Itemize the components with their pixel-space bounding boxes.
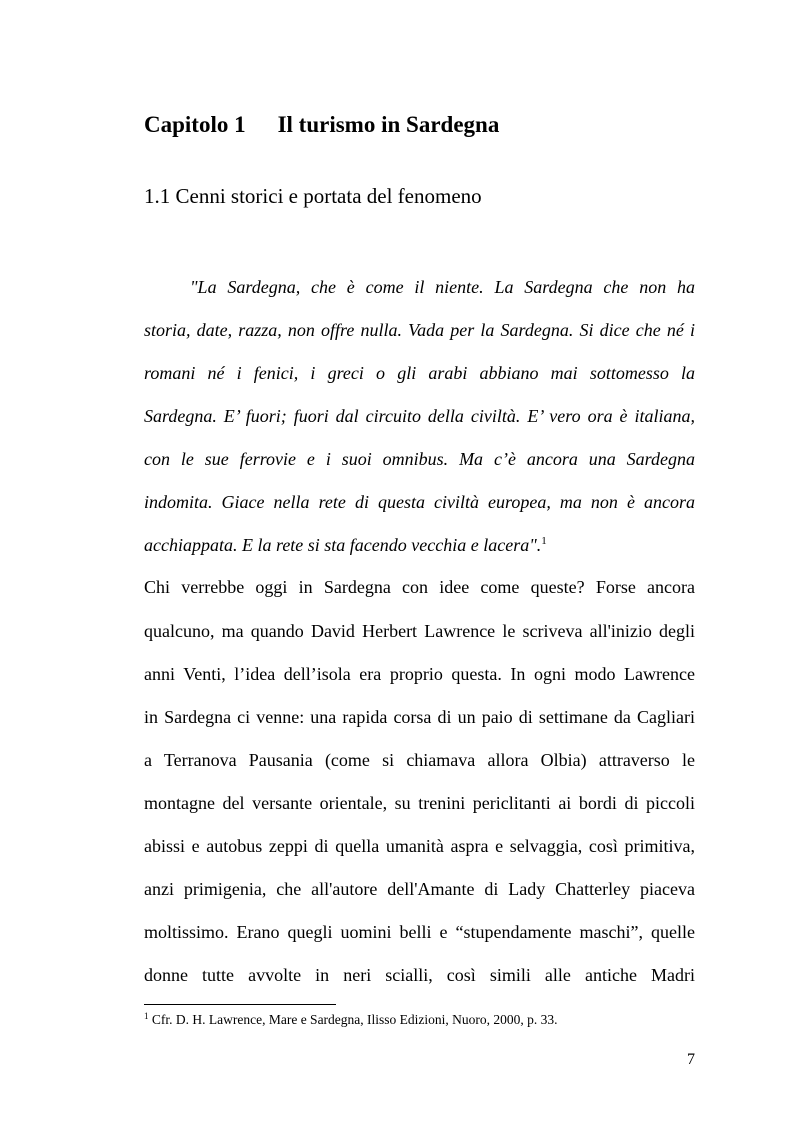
body-line: Chi verrebbe oggi in Sardegna con idee come queste? Forse ancora bbox=[144, 577, 695, 597]
quote-line: con le sue ferrovie e i suoi omnibus. Ma c’è ancora una Sardegna bbox=[144, 449, 695, 469]
quote-line: "La Sardegna, che è come il niente. La Sardegna che non ha bbox=[190, 277, 695, 297]
quote-line-last bbox=[144, 533, 695, 557]
quote-line: storia, date, razza, non offre nulla. Vada per la Sardegna. Si dice che né i bbox=[144, 320, 695, 340]
quote-line: indomita. Giace nella rete di questa civiltà europea, ma non è ancora bbox=[144, 492, 695, 512]
body-line: a Terranova Pausania (come si chiamava allora Olbia) attraverso le bbox=[144, 750, 695, 770]
quote-line: Sardegna. E’ fuori; fuori dal circuito della civiltà. E’ vero ora è italiana, bbox=[144, 406, 695, 426]
chapter-title: Il turismo in Sardegna bbox=[277, 112, 500, 137]
chapter-number: Capitolo 1 bbox=[144, 112, 246, 137]
body-line: qualcuno, ma quando David Herbert Lawrence le scriveva all'inizio degli bbox=[144, 621, 695, 641]
body-line: montagne del versante orientale, su trenini periclitanti ai bordi di piccoli bbox=[144, 793, 695, 813]
body-line: anzi primigenia, che all'autore dell'Amante di Lady Chatterley piaceva bbox=[144, 879, 695, 899]
chapter-heading bbox=[144, 110, 499, 140]
section-heading: 1.1 Cenni storici e portata del fenomeno bbox=[144, 184, 482, 208]
body-line: abissi e autobus zeppi di quella umanità aspra e selvaggia, così primitiva, bbox=[144, 836, 695, 856]
quote-line-text: acchiappata. E la rete si sta facendo vecchia e lacera". bbox=[144, 535, 542, 555]
footnote bbox=[144, 1011, 558, 1029]
body-line: in Sardegna ci venne: una rapida corsa di un paio di settimane da Cagliari bbox=[144, 707, 695, 727]
quote-line: romani né i fenici, i greci o gli arabi abbiano mai sottomesso la bbox=[144, 363, 695, 383]
body-line: moltissimo. Erano quegli uomini belli e “stupendamente maschi”, quelle bbox=[144, 922, 695, 942]
body-line: donne tutte avvolte in neri scialli, così simili alle antiche Madri bbox=[144, 965, 695, 985]
footnote-separator bbox=[144, 1004, 336, 1005]
footnote-text: Cfr. D. H. Lawrence, Mare e Sardegna, Ilisso Edizioni, Nuoro, 2000, p. 33. bbox=[151, 1012, 558, 1027]
footnote-number: 1 bbox=[144, 1011, 149, 1021]
footnote-reference[interactable]: 1 bbox=[541, 535, 547, 547]
page-number: 7 bbox=[687, 1051, 695, 1068]
body-line: anni Venti, l’idea dell’isola era proprio questa. In ogni modo Lawrence bbox=[144, 664, 695, 684]
